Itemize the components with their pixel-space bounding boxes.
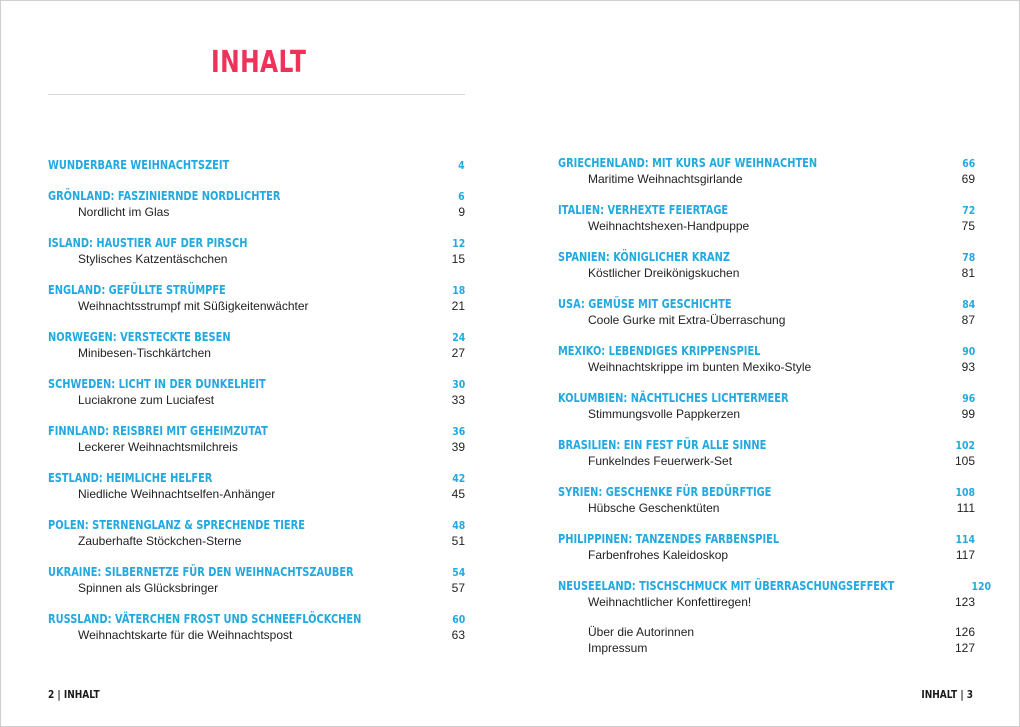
toc-subentry-row[interactable] xyxy=(558,407,975,423)
toc-subentry-row[interactable] xyxy=(48,393,465,409)
chapter-page-number: 24 xyxy=(451,331,465,344)
toc-right-column xyxy=(558,156,992,672)
toc-heading-row[interactable] xyxy=(48,518,465,534)
toc-subentry-row[interactable] xyxy=(48,299,465,315)
project-page-number: 21 xyxy=(451,299,465,313)
chapter-title: FINNLAND: REISBREI MIT GEHEIMZUTAT xyxy=(48,424,268,438)
chapter-title: SYRIEN: GESCHENKE FÜR BEDÜRFTIGE xyxy=(558,485,772,499)
project-page-number: 123 xyxy=(954,595,975,609)
project-title: Funkelndes Feuerwerk-Set xyxy=(588,454,733,468)
chapter-title: GRÖNLAND: FASZINIERNDE NORDLICHTER xyxy=(48,189,281,203)
toc-entry xyxy=(48,158,465,174)
project-title: Farbenfrohes Kaleidoskop xyxy=(588,548,729,562)
chapter-title: UKRAINE: SILBERNETZE FÜR DEN WEIHNACHTSZAUBER xyxy=(48,565,354,579)
toc-entry xyxy=(48,518,465,550)
title-divider xyxy=(48,94,465,95)
toc-subentry-row[interactable] xyxy=(558,266,975,282)
footer-left: 2 | INHALT xyxy=(48,688,100,701)
toc-entry xyxy=(48,471,465,503)
chapter-page-number: 72 xyxy=(961,204,975,217)
toc-entry xyxy=(48,189,465,221)
toc-entry xyxy=(48,377,465,409)
toc-heading-row[interactable] xyxy=(558,485,975,501)
toc-subentry-row[interactable] xyxy=(558,219,975,235)
toc-heading-row[interactable] xyxy=(48,283,465,299)
chapter-title: POLEN: STERNENGLANZ & SPRECHENDE TIERE xyxy=(48,518,305,532)
chapter-page-number: 90 xyxy=(961,345,975,358)
chapter-page-number: 48 xyxy=(451,519,465,532)
toc-appendix-row[interactable] xyxy=(558,641,975,657)
chapter-title: PHILIPPINEN: TANZENDES FARBENSPIEL xyxy=(558,532,780,546)
project-title: Maritime Weihnachtsgirlande xyxy=(588,172,743,186)
chapter-title: NORWEGEN: VERSTECKTE BESEN xyxy=(48,330,231,344)
appendix-title: Impressum xyxy=(588,641,648,655)
toc-entry xyxy=(558,579,992,611)
toc-subentry-row[interactable] xyxy=(48,581,465,597)
toc-heading-row[interactable] xyxy=(558,391,975,407)
chapter-title: ITALIEN: VERHEXTE FEIERTAGE xyxy=(558,203,729,217)
project-page-number: 63 xyxy=(451,628,465,642)
chapter-page-number: 120 xyxy=(971,580,992,593)
toc-entry xyxy=(558,391,975,423)
project-page-number: 9 xyxy=(458,205,465,219)
footer-right: INHALT | 3 xyxy=(921,688,973,701)
project-title: Zauberhafte Stöckchen-Sterne xyxy=(78,534,242,548)
chapter-title: KOLUMBIEN: NÄCHTLICHES LICHTERMEER xyxy=(558,391,789,405)
toc-entry xyxy=(48,330,465,362)
project-title: Leckerer Weihnachtsmilchreis xyxy=(78,440,238,454)
project-title: Weihnachtlicher Konfettiregen! xyxy=(588,595,752,609)
chapter-page-number: 66 xyxy=(961,157,975,170)
chapter-title: MEXIKO: LEBENDIGES KRIPPENSPIEL xyxy=(558,344,761,358)
project-page-number: 117 xyxy=(955,548,975,562)
project-title: Weihnachtskarte für die Weihnachtspost xyxy=(78,628,293,642)
appendix-title: Über die Autorinnen xyxy=(588,625,695,639)
toc-heading-row[interactable] xyxy=(48,330,465,346)
chapter-page-number: 18 xyxy=(451,284,465,297)
toc-heading-row[interactable] xyxy=(558,438,975,454)
toc-entry xyxy=(558,250,975,282)
toc-left-column xyxy=(48,158,465,659)
page-title: INHALT xyxy=(211,45,307,80)
chapter-title: RUSSLAND: VÄTERCHEN FROST UND SCHNEEFLÖCKCHEN xyxy=(48,612,362,626)
toc-subentry-row[interactable] xyxy=(558,501,975,517)
project-page-number: 81 xyxy=(961,266,975,280)
chapter-page-number: 4 xyxy=(458,159,465,172)
toc-heading-row[interactable] xyxy=(558,297,975,313)
toc-entry xyxy=(558,485,975,517)
chapter-page-number: 102 xyxy=(955,439,975,452)
project-page-number: 87 xyxy=(961,313,975,327)
project-title: Stimmungsvolle Pappkerzen xyxy=(588,407,741,421)
toc-heading-row[interactable] xyxy=(48,158,465,174)
toc-subentry-row[interactable] xyxy=(48,205,465,221)
toc-entry xyxy=(558,156,975,188)
toc-subentry-row[interactable] xyxy=(48,440,465,456)
chapter-title: BRASILIEN: EIN FEST FÜR ALLE SINNE xyxy=(558,438,767,452)
toc-appendix xyxy=(558,625,975,657)
chapter-title: USA: GEMÜSE MIT GESCHICHTE xyxy=(558,297,732,311)
project-page-number: 33 xyxy=(451,393,465,407)
chapter-title: ISLAND: HAUSTIER AUF DER PIRSCH xyxy=(48,236,248,250)
toc-heading-row[interactable] xyxy=(48,612,465,628)
project-page-number: 99 xyxy=(961,407,975,421)
chapter-page-number: 96 xyxy=(961,392,975,405)
appendix-page-number: 126 xyxy=(954,625,975,639)
toc-subentry-row[interactable] xyxy=(48,534,465,550)
toc-entry xyxy=(48,565,465,597)
toc-entry xyxy=(48,612,465,644)
toc-entry xyxy=(558,297,975,329)
chapter-title: WUNDERBARE WEIHNACHTSZEIT xyxy=(48,158,230,172)
toc-subentry-row[interactable] xyxy=(558,360,975,376)
chapter-page-number: 36 xyxy=(451,425,465,438)
toc-subentry-row[interactable] xyxy=(558,172,975,188)
chapter-page-number: 12 xyxy=(451,237,465,250)
project-title: Köstlicher Dreikönigskuchen xyxy=(588,266,740,280)
project-title: Minibesen-Tischkärtchen xyxy=(78,346,211,360)
project-title: Weihnachtshexen-Handpuppe xyxy=(588,219,750,233)
toc-subentry-row[interactable] xyxy=(48,346,465,362)
project-page-number: 75 xyxy=(961,219,975,233)
toc-entry xyxy=(48,236,465,268)
chapter-title: GRIECHENLAND: MIT KURS AUF WEIHNACHTEN xyxy=(558,156,818,170)
project-page-number: 69 xyxy=(961,172,975,186)
toc-heading-row[interactable] xyxy=(558,250,975,266)
project-page-number: 39 xyxy=(451,440,465,454)
toc-subentry-row[interactable] xyxy=(48,628,465,644)
chapter-page-number: 114 xyxy=(955,533,975,546)
chapter-page-number: 108 xyxy=(955,486,975,499)
project-title: Coole Gurke mit Extra-Überraschung xyxy=(588,313,786,327)
toc-heading-row[interactable] xyxy=(48,189,465,205)
project-page-number: 57 xyxy=(451,581,465,595)
chapter-page-number: 60 xyxy=(451,613,465,626)
project-page-number: 111 xyxy=(956,501,975,515)
chapter-title: SPANIEN: KÖNIGLICHER KRANZ xyxy=(558,250,731,264)
toc-heading-row[interactable] xyxy=(558,344,975,360)
chapter-title: ENGLAND: GEFÜLLTE STRÜMPFE xyxy=(48,283,226,297)
toc-heading-row[interactable] xyxy=(48,377,465,393)
project-title: Stylisches Katzentäschchen xyxy=(78,252,228,266)
toc-entry xyxy=(558,344,975,376)
project-title: Hübsche Geschenktüten xyxy=(588,501,720,515)
toc-subentry-row[interactable] xyxy=(48,487,465,503)
toc-entry xyxy=(48,424,465,456)
project-title: Niedliche Weihnachtselfen-Anhänger xyxy=(78,487,276,501)
project-page-number: 93 xyxy=(961,360,975,374)
toc-heading-row[interactable] xyxy=(558,203,975,219)
project-title: Weihnachtsstrumpf mit Süßigkeitenwächter xyxy=(78,299,309,313)
project-page-number: 27 xyxy=(451,346,465,360)
toc-appendix-row[interactable] xyxy=(558,625,975,641)
chapter-title: ESTLAND: HEIMLICHE HELFER xyxy=(48,471,213,485)
chapter-page-number: 78 xyxy=(961,251,975,264)
chapter-page-number: 84 xyxy=(961,298,975,311)
project-title: Luciakrone zum Luciafest xyxy=(78,393,215,407)
toc-subentry-row[interactable] xyxy=(558,313,975,329)
project-page-number: 105 xyxy=(954,454,975,468)
toc-heading-row[interactable] xyxy=(558,156,975,172)
chapter-page-number: 42 xyxy=(451,472,465,485)
toc-entry xyxy=(48,283,465,315)
project-page-number: 45 xyxy=(451,487,465,501)
chapter-page-number: 54 xyxy=(451,566,465,579)
toc-subentry-row[interactable] xyxy=(558,548,975,564)
project-page-number: 51 xyxy=(451,534,465,548)
chapter-title: SCHWEDEN: LICHT IN DER DUNKELHEIT xyxy=(48,377,266,391)
toc-heading-row[interactable] xyxy=(48,565,465,581)
chapter-page-number: 30 xyxy=(451,378,465,391)
project-page-number: 15 xyxy=(451,252,465,266)
project-title: Nordlicht im Glas xyxy=(78,205,170,219)
toc-subentry-row[interactable] xyxy=(48,252,465,268)
toc-entry xyxy=(558,203,975,235)
toc-heading-row[interactable] xyxy=(48,424,465,440)
toc-heading-row[interactable] xyxy=(558,579,992,595)
toc-heading-row[interactable] xyxy=(558,532,975,548)
project-title: Spinnen als Glücksbringer xyxy=(78,581,219,595)
toc-subentry-row[interactable] xyxy=(558,595,975,611)
chapter-page-number: 6 xyxy=(458,190,465,203)
toc-heading-row[interactable] xyxy=(48,471,465,487)
toc-heading-row[interactable] xyxy=(48,236,465,252)
project-title: Weihnachtskrippe im bunten Mexiko-Style xyxy=(588,360,812,374)
toc-entry xyxy=(558,532,975,564)
toc-subentry-row[interactable] xyxy=(558,454,975,470)
chapter-title: NEUSEELAND: TISCHSCHMUCK MIT ÜBERRASCHUNGSEFFEKT xyxy=(558,579,895,593)
toc-entry xyxy=(558,438,975,470)
appendix-page-number: 127 xyxy=(954,641,975,655)
